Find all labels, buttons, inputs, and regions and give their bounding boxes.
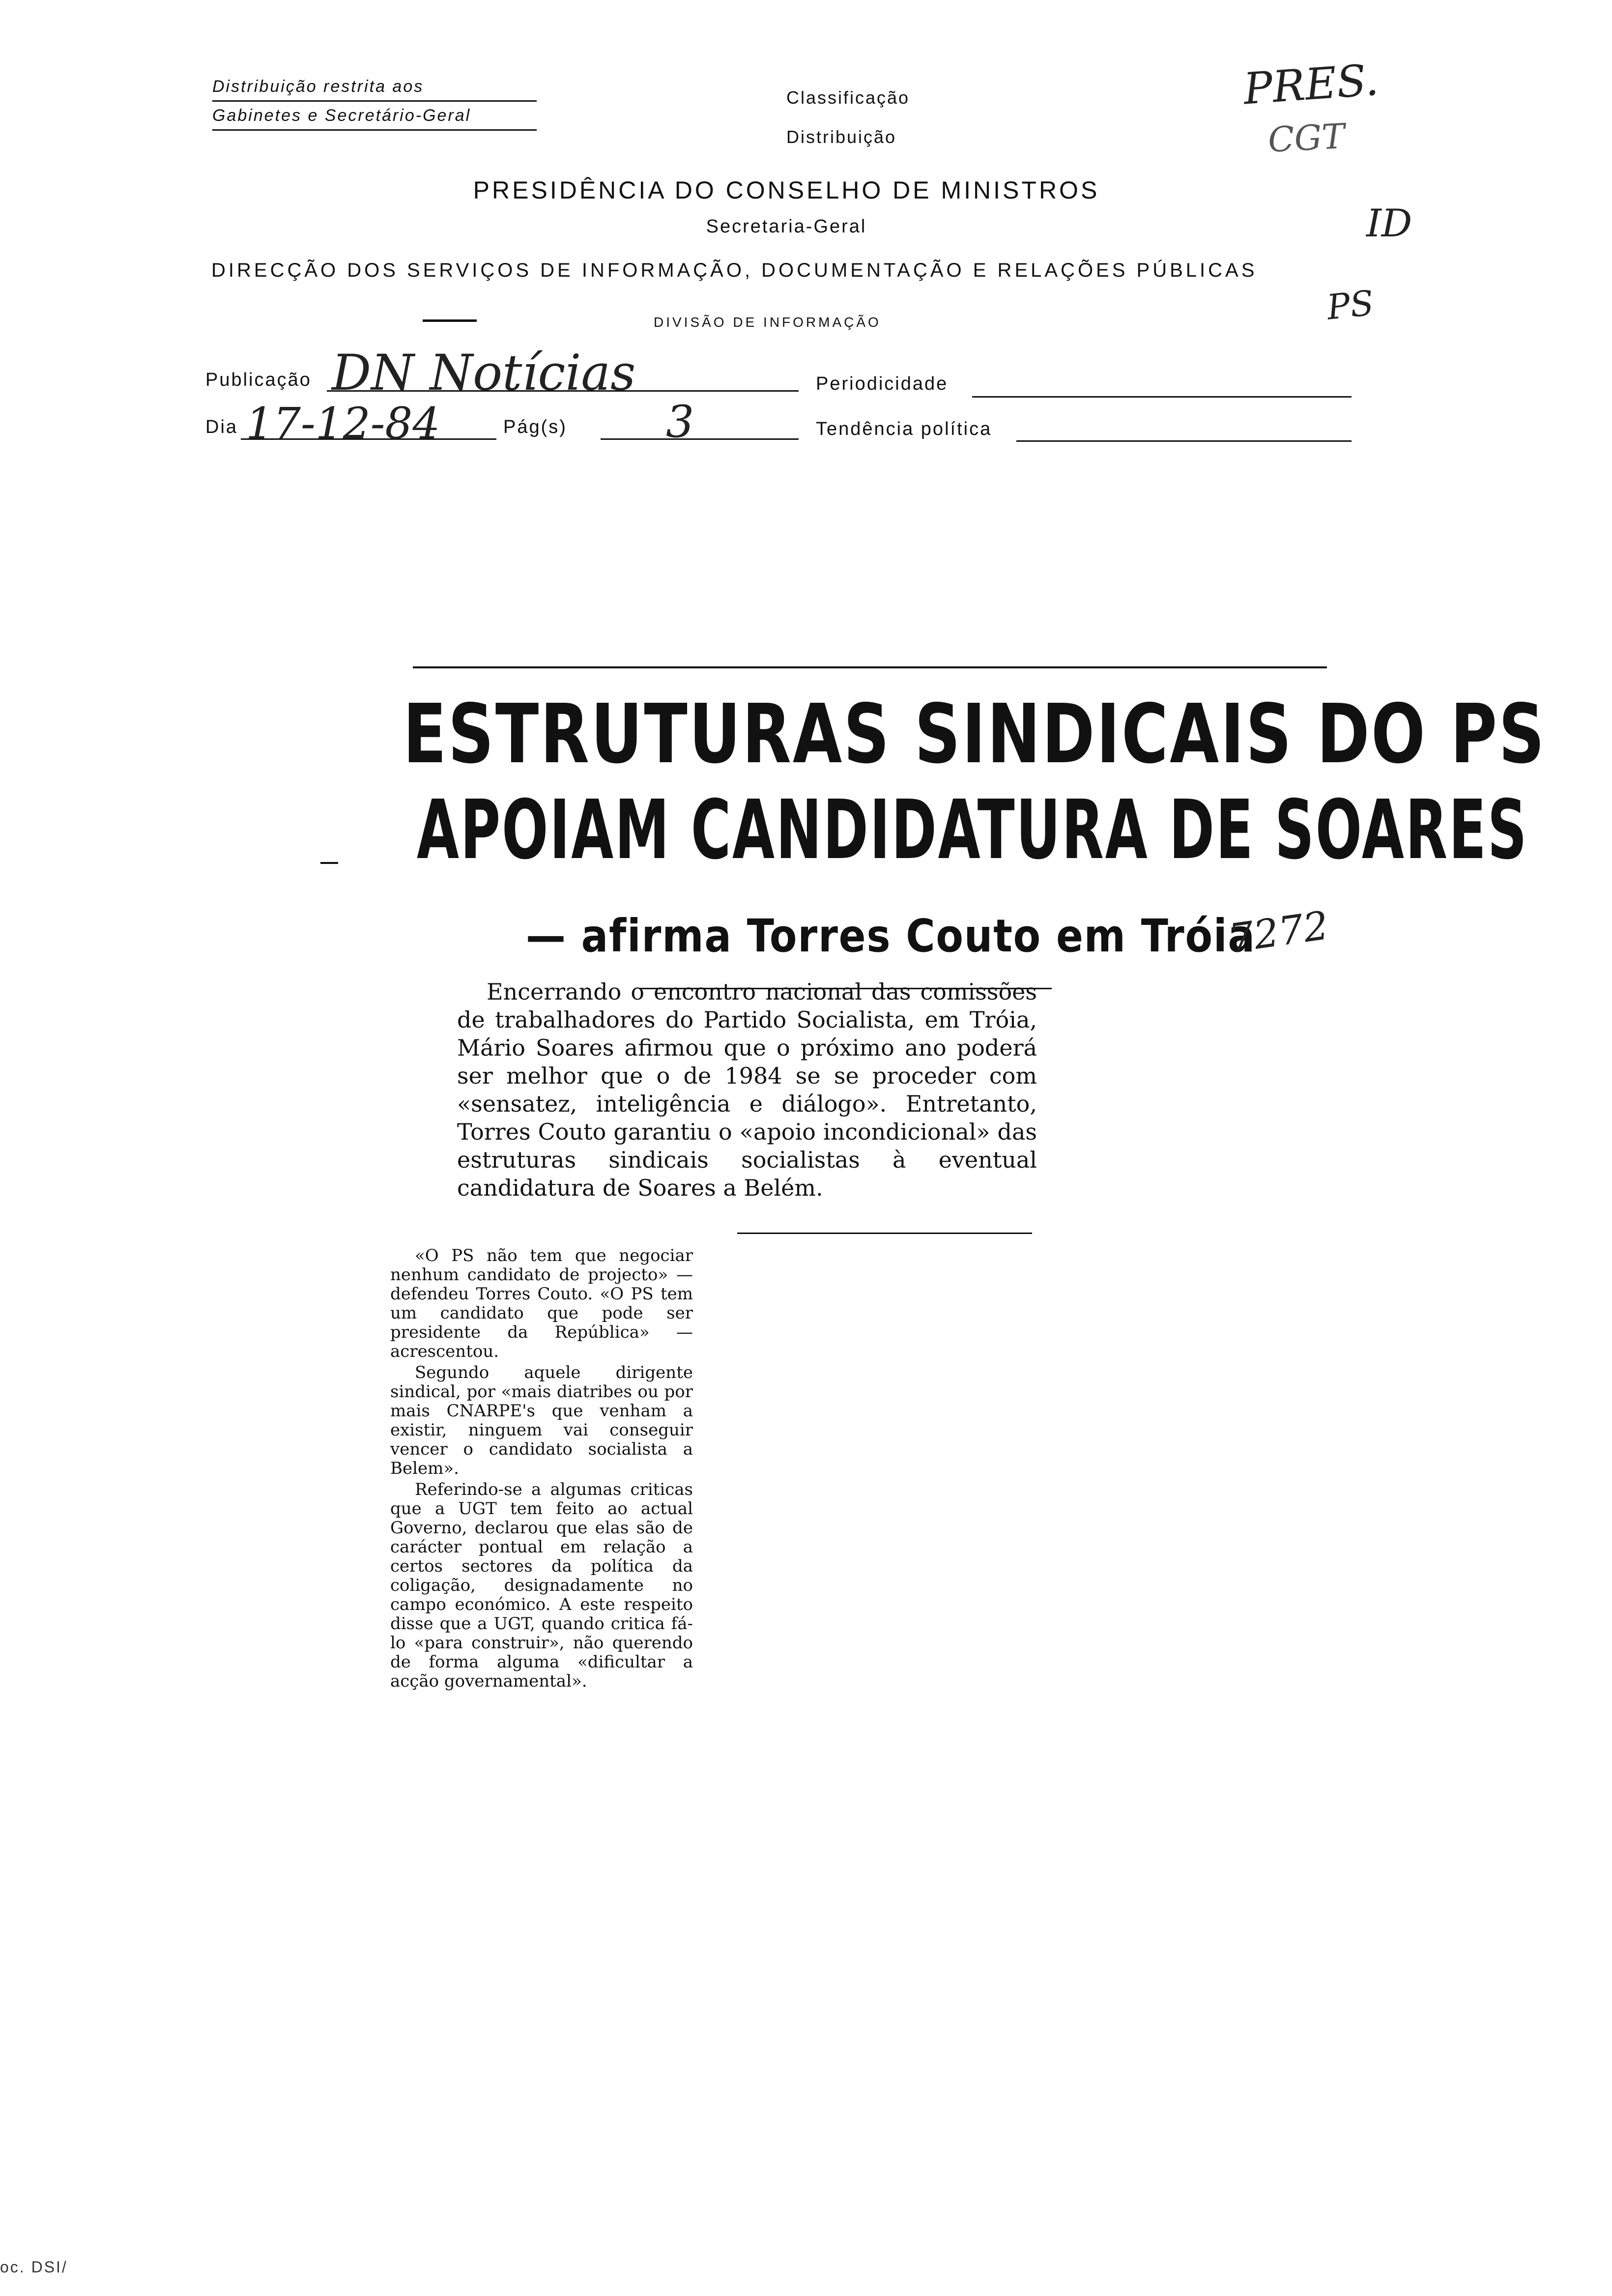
subheadline: — afirma Torres Couto em Tróia [526, 910, 1256, 962]
distribuicao-label: Distribuição [786, 127, 897, 147]
tendencia-label: Tendência política [816, 419, 992, 439]
secretaria-title: Secretaria-Geral [706, 216, 867, 237]
pags-line [601, 438, 799, 440]
presidency-title: PRESIDÊNCIA DO CONSELHO DE MINISTROS [473, 176, 1100, 204]
periodicidade-label: Periodicidade [816, 373, 949, 394]
divisao-dash [423, 319, 477, 322]
headline-line-1: ESTRUTURAS SINDICAIS DO PS [403, 687, 1546, 782]
periodicidade-line [972, 396, 1352, 398]
headline-line-2: APOIAM CANDIDATURA DE SOARES [417, 783, 1528, 878]
article-paragraph-3: Referindo-se a algumas criticas que a UGT tem feito ao actual Governo, declarou que elas são de carácter pontual em relação a certos sectores da política da coligação, designadamente no campo económico. A este respeito disse que a UGT, quando critica fá-lo «para construir», não querendo de forma alguma «dificultar a acção governamental». [390, 1480, 693, 1691]
publicacao-value: DN Notícias [332, 344, 636, 402]
distribution-line-2: Gabinetes e Secretário-Geral [212, 102, 537, 131]
classificacao-label: Classificação [786, 87, 910, 108]
clipping-handwritten-mark: 7272 [1226, 902, 1332, 962]
lead-bottom-rule [737, 1233, 1032, 1234]
article-lead: Encerrando o encontro nacional das comissões de trabalhadores do Partido Socialista, em Tróia, Mário Soares afirmou que o próximo ano poderá ser melhor que o de 1984 se se proceder com «sensatez, inteligência e diálogo». Entretanto, Torres Couto garantiu o «apoio incondicional» das estruturas sindicais socialistas à eventual candidatura de Soares a Belém. [457, 978, 1037, 1201]
subheadline-box [526, 909, 1273, 963]
article-paragraph-2: Segundo aquele dirigente sindical, por «mais diatribes ou por mais CNARPE's que venham a existir, ninguem vai conseguir vencer o candidato socialista a Belem». [390, 1363, 693, 1478]
article-paragraph-1: «O PS não tem que negociar nenhum candidato de projecto» — defendeu Torres Couto. «O PS tem um candidato que pode ser presidente da República» — acrescentou. [390, 1246, 693, 1361]
headline-line-1-box [403, 687, 1546, 782]
dia-label: Dia [205, 417, 238, 437]
tendencia-line [1016, 440, 1352, 442]
publicacao-label: Publicação [205, 370, 312, 390]
annotation-pres: PRES. [1241, 54, 1381, 115]
margin-mark [320, 862, 338, 864]
annotation-id: ID [1366, 201, 1412, 246]
annotation-ps: PS [1324, 283, 1376, 328]
pags-value: 3 [666, 396, 694, 448]
dia-value: 17-12-84 [246, 398, 440, 449]
headline-line-2-box [417, 783, 1528, 878]
distribution-notice [212, 73, 537, 131]
footer-code: oc. DSI/ [0, 2258, 68, 2276]
distribution-line-1: Distribuição restrita aos [212, 73, 537, 102]
annotation-cgt: CGT [1267, 115, 1346, 161]
clipping-top-rule [413, 666, 1327, 668]
divisao-title: DIVISÃO DE INFORMAÇÃO [654, 315, 881, 330]
pags-label: Pág(s) [503, 417, 567, 437]
article-body-column [390, 1246, 693, 1851]
direccao-title: DIRECÇÃO DOS SERVIÇOS DE INFORMAÇÃO, DOCUMENTAÇÃO E RELAÇÕES PÚBLICAS [211, 259, 1258, 281]
